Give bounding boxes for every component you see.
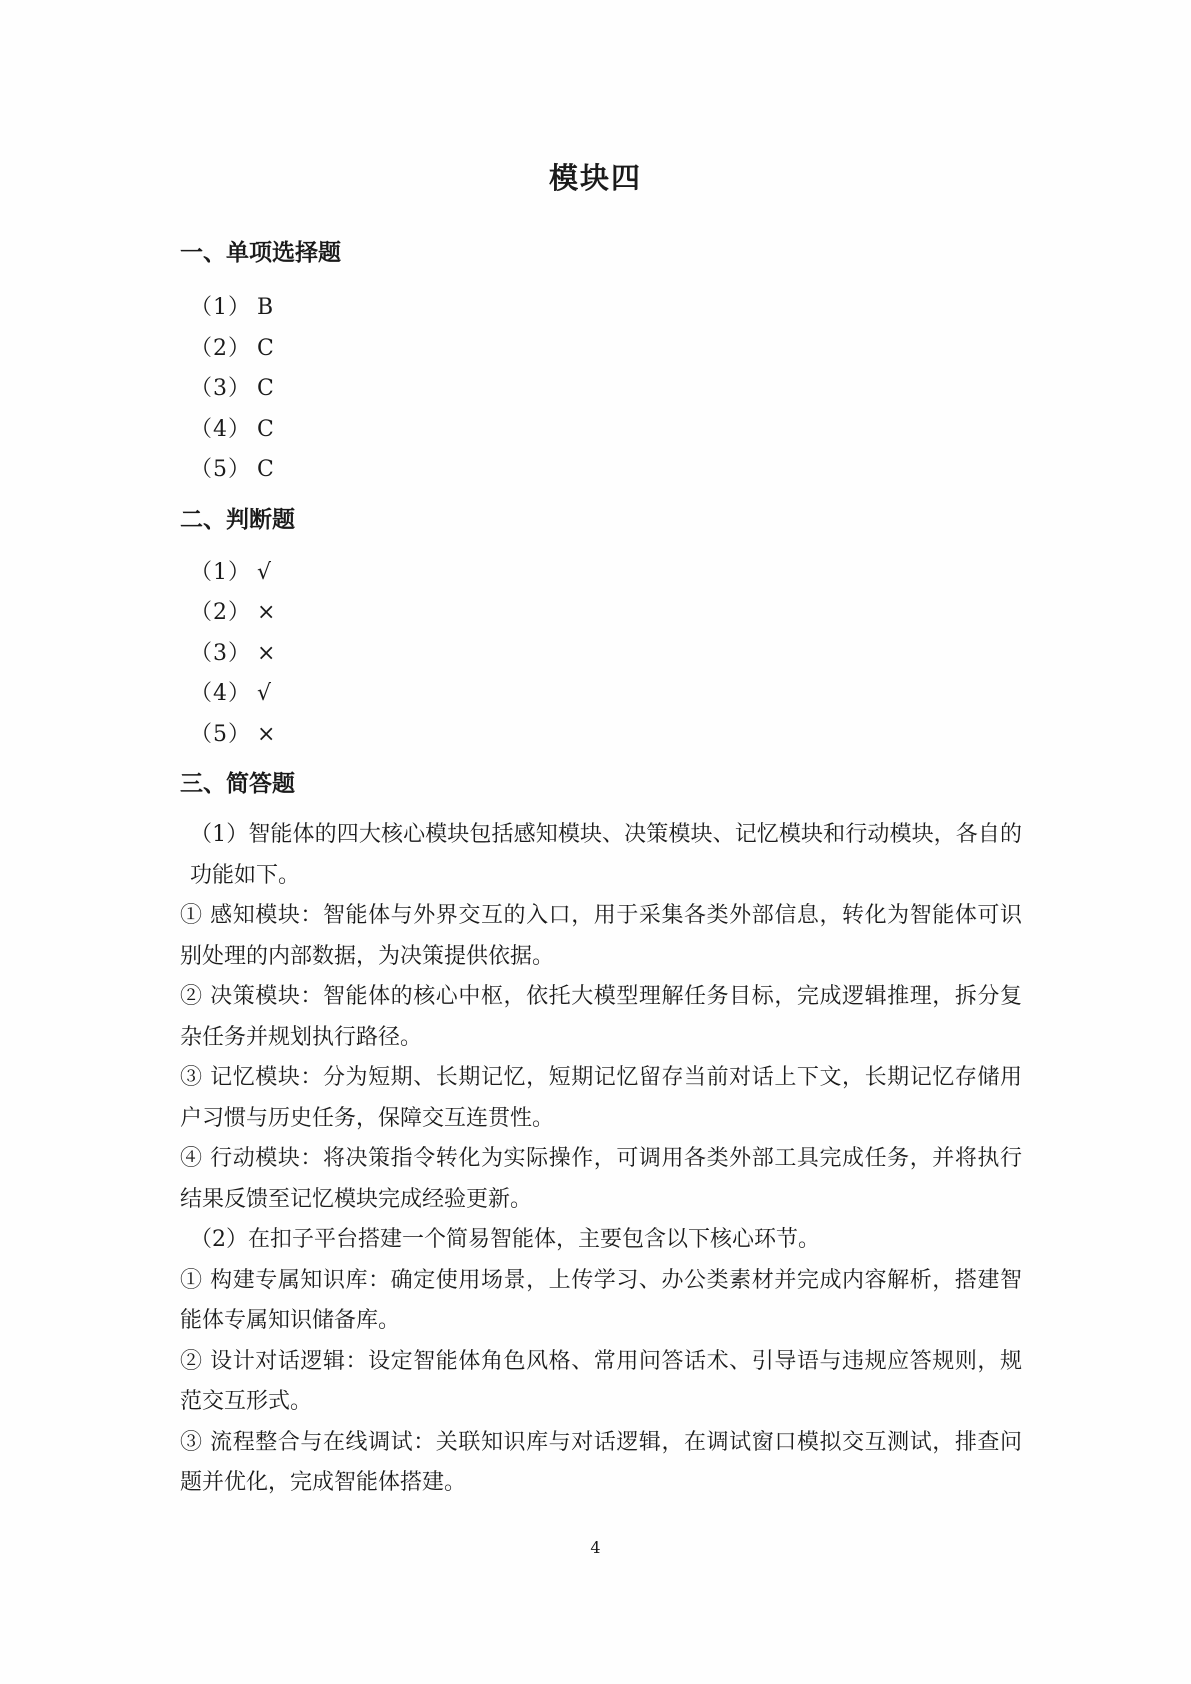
- item-number: （4）: [190, 416, 251, 442]
- item-number: （3）: [190, 376, 251, 401]
- document-body: [180, 236, 1022, 1504]
- item-number: （2）: [190, 335, 251, 361]
- section-heading-short-answer: 三、简答题: [180, 771, 295, 797]
- answer-item: [180, 369, 1022, 410]
- answer-item: [180, 715, 1022, 756]
- item-answer: √: [257, 681, 272, 706]
- answer-paragraph: ② 决策模块：智能体的核心中枢，依托大模型理解任务目标，完成逻辑推理，拆分复杂任务并规划执行路径。: [180, 984, 1022, 1050]
- item-answer: C: [257, 376, 274, 401]
- section-heading-single-choice: 一、单项选择题: [180, 240, 341, 266]
- answer-paragraph: ④ 行动模块：将决策指令转化为实际操作，可调用各类外部工具完成任务，并将执行结果反馈至记忆模块完成经验更新。: [180, 1146, 1022, 1212]
- answer-paragraph: ③ 流程整合与在线调试：关联知识库与对话逻辑，在调试窗口模拟交互测试，排查问题并优化，完成智能体搭建。: [180, 1429, 1022, 1495]
- page-number: 4: [590, 1538, 601, 1557]
- item-answer: C: [257, 416, 274, 442]
- item-answer: B: [257, 295, 274, 320]
- answer-paragraph: （2）在扣子平台搭建一个简易智能体，主要包含以下核心环节。: [190, 1227, 820, 1252]
- item-number: （5）: [190, 457, 251, 482]
- item-answer: ×: [257, 721, 276, 747]
- page-title: 模块四: [548, 161, 642, 195]
- answer-paragraph: ③ 记忆模块：分为短期、长期记忆，短期记忆留存当前对话上下文，长期记忆存储用户习惯与历史任务，保障交互连贯性。: [180, 1065, 1022, 1131]
- item-answer: C: [257, 457, 274, 482]
- item-answer: ×: [257, 640, 276, 666]
- single-choice-answers: [180, 288, 1022, 491]
- section-heading-true-false: 二、判断题: [180, 506, 295, 533]
- item-number: （1）: [190, 295, 251, 320]
- item-answer: C: [257, 335, 274, 361]
- answer-item: [180, 410, 1022, 451]
- answer-item: [180, 674, 1022, 715]
- answer-paragraph: ① 构建专属知识库：确定使用场景，上传学习、办公类素材并完成内容解析，搭建智能体专属知识储备库。: [180, 1267, 1022, 1333]
- answer-item: [180, 288, 1022, 329]
- answer-item: [180, 329, 1022, 370]
- item-number: （3）: [190, 640, 251, 666]
- item-number: （5）: [190, 721, 251, 747]
- answer-item: [180, 634, 1022, 675]
- answer-item: [180, 553, 1022, 594]
- item-number: （4）: [190, 681, 251, 706]
- answer-item: [180, 593, 1022, 634]
- answer-paragraph: ② 设计对话逻辑：设定智能体角色风格、常用问答话术、引导语与违规应答规则，规范交互形式。: [180, 1348, 1022, 1414]
- answer-paragraph: （1）智能体的四大核心模块包括感知模块、决策模块、记忆模块和行动模块，各自的功能如下。: [190, 822, 1022, 888]
- item-answer: ×: [257, 600, 276, 625]
- item-answer: √: [257, 559, 272, 585]
- item-number: （1）: [190, 559, 251, 585]
- true-false-answers: [180, 553, 1022, 756]
- answer-item: [180, 450, 1022, 491]
- answer-paragraph: ① 感知模块：智能体与外界交互的入口，用于采集各类外部信息，转化为智能体可识别处理的内部数据，为决策提供依据。: [180, 903, 1022, 969]
- item-number: （2）: [190, 600, 251, 625]
